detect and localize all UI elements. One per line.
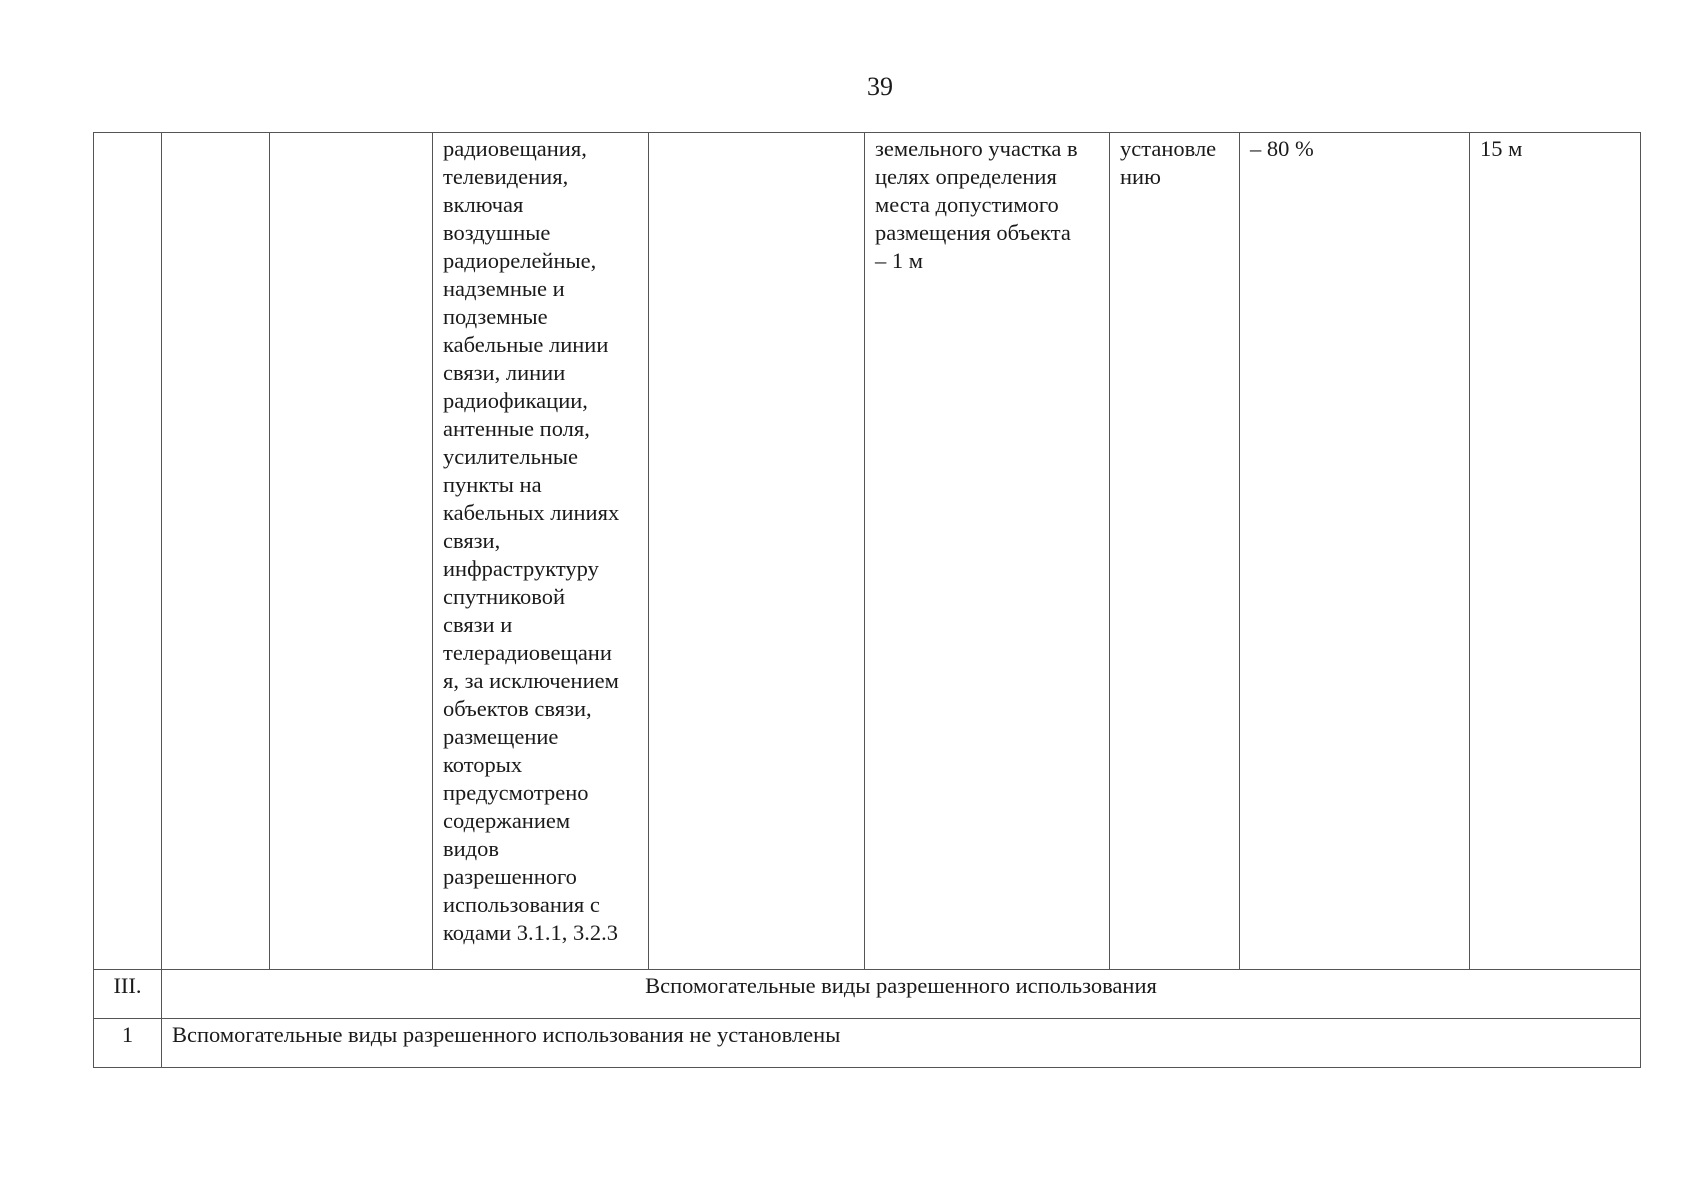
text-line: я, за исключением [443, 668, 619, 693]
text-line: целях определения [875, 164, 1057, 189]
text-line: кодами 3.1.1, 3.2.3 [443, 920, 618, 945]
section-title: Вспомогательные виды разрешенного использования [162, 970, 1641, 1019]
text-line: использования с [443, 892, 600, 917]
cell-min-size [1110, 133, 1240, 970]
text-line: объектов связи, [443, 696, 592, 721]
text-line: связи и [443, 612, 513, 637]
text-line: – 1 м [875, 248, 923, 273]
text-line: связи, [443, 528, 501, 553]
text-line: связи, линии [443, 360, 566, 385]
text-line: телерадиовещани [443, 640, 612, 665]
table-row [94, 1019, 1641, 1068]
text-line: воздушные [443, 220, 551, 245]
text-line: установле [1120, 136, 1217, 161]
text-line: пункты на [443, 472, 542, 497]
item-number: 1 [94, 1019, 162, 1068]
cell-code [162, 133, 270, 970]
text-line: антенные поля, [443, 416, 590, 441]
text-line: земельного участка в [875, 136, 1078, 161]
text-line: размещения объекта [875, 220, 1071, 245]
text-line: усилительные [443, 444, 578, 469]
text-line: которых [443, 752, 523, 777]
text-line: радиорелейные, [443, 248, 597, 273]
text-line: спутниковой [443, 584, 565, 609]
text-line: разрешенного [443, 864, 577, 889]
text-line: радиофикации, [443, 388, 588, 413]
text-line: предусмотрено [443, 780, 589, 805]
text-line: телевидения, [443, 164, 569, 189]
section-row [94, 970, 1641, 1019]
cell-empty [649, 133, 865, 970]
text-line: видов [443, 836, 499, 861]
cell-description [433, 133, 649, 970]
cell-coverage: – 80 % [1240, 133, 1470, 970]
zoning-table [93, 132, 1641, 1068]
text-line: размещение [443, 724, 559, 749]
cell-number [94, 133, 162, 970]
table-row [94, 133, 1641, 970]
text-line: радиовещания, [443, 136, 587, 161]
item-text: Вспомогательные виды разрешенного использования не установлены [162, 1019, 1641, 1068]
text-line: надземные и [443, 276, 565, 301]
text-line: кабельных линиях [443, 500, 620, 525]
text-line: содержанием [443, 808, 571, 833]
text-line: инфраструктуру [443, 556, 599, 581]
text-line: нию [1120, 164, 1161, 189]
text-line: включая [443, 192, 524, 217]
page-number: 39 [867, 72, 893, 101]
cell-setback [865, 133, 1110, 970]
text-line: кабельные линии [443, 332, 609, 357]
section-number: III. [94, 970, 162, 1019]
text-line: подземные [443, 304, 548, 329]
cell-height: 15 м [1470, 133, 1641, 970]
cell-type-name [270, 133, 433, 970]
text-line: места допустимого [875, 192, 1059, 217]
